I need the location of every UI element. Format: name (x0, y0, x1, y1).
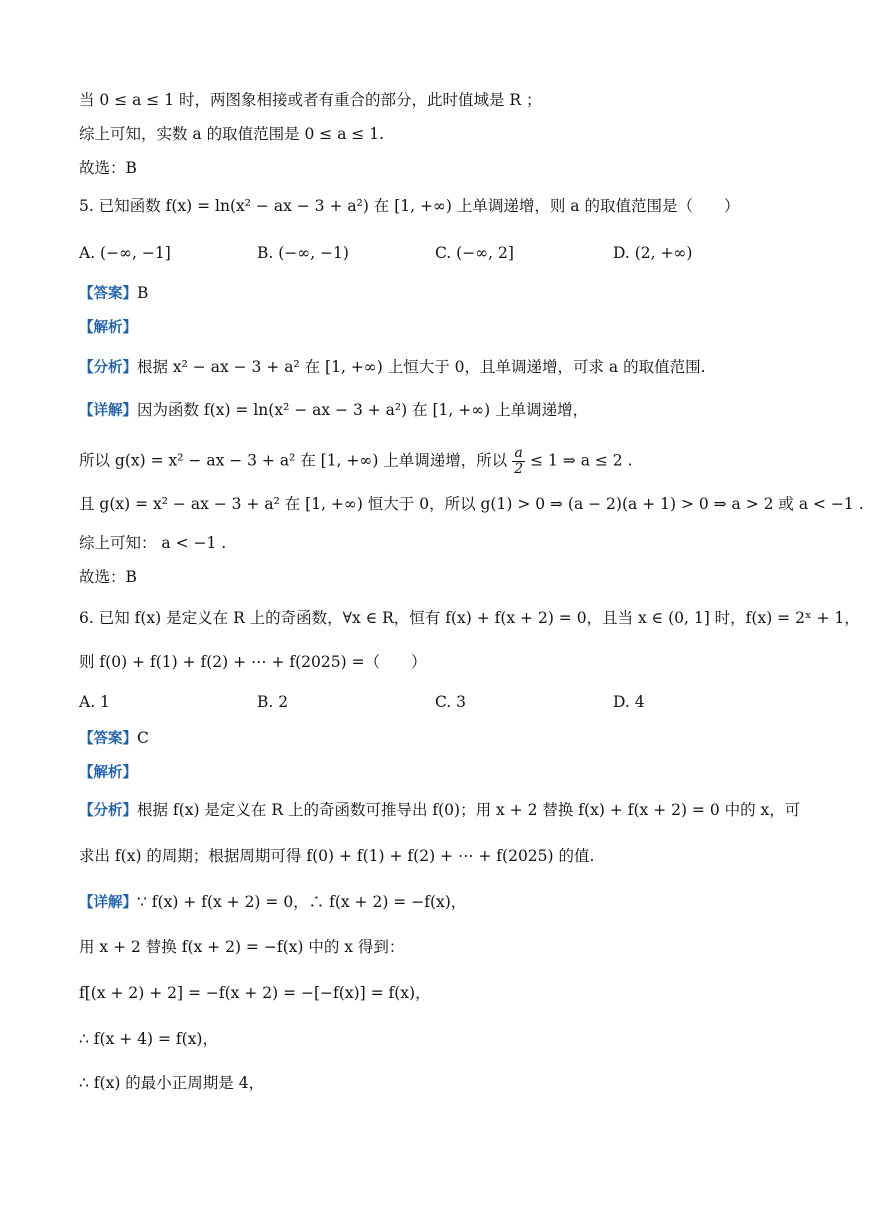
answer-line (79, 283, 148, 304)
analysis-line-cont: 求出 f(x) 的周期；根据周期可得 f(0) + f(1) + f(2) + ⋯ + f(2025) 的值. (79, 847, 595, 865)
xiangjie-text: 因为函数 f(x) = ln(x² − ax − 3 + a²) 在 [1, +∞) 上单调递增， (137, 401, 589, 419)
fenxi-text: 根据 x² − ax − 3 + a² 在 [1, +∞) 上恒大于 0，且单调递增，可求 a 的取值范围. (137, 358, 706, 376)
xiangjie-text: ∵ f(x) + f(x + 2) = 0，∴ f(x + 2) = −f(x)， (137, 893, 467, 911)
answer-tag: 【答案】 (79, 286, 137, 302)
analysis-heading (79, 317, 137, 338)
analysis-heading (79, 762, 137, 783)
xiangjie-tag: 【详解】 (79, 403, 137, 419)
step-text: ≤ 1 ⇒ a ≤ 2 . (530, 451, 633, 470)
option-c: C. 3 (435, 693, 467, 711)
option-d: D. (2, +∞) (613, 244, 693, 262)
analysis-tag: 【解析】 (79, 320, 137, 336)
analysis-tag: 【解析】 (79, 765, 137, 781)
detail-line (79, 892, 466, 913)
detail-step: ∴ f(x + 4) = f(x)， (79, 1030, 218, 1048)
fraction (512, 446, 525, 477)
detail-step: f[(x + 2) + 2] = −f(x + 2) = −[−f(x)] = f(x)， (79, 984, 431, 1002)
text-line: 综上可知，实数 a 的取值范围是 0 ≤ a ≤ 1. (79, 125, 385, 143)
fraction-denominator: 2 (514, 461, 524, 477)
answer-tag: 【答案】 (79, 731, 137, 747)
detail-step: ∴ f(x) 的最小正周期是 4， (79, 1074, 265, 1092)
option-a: A. (−∞, −1] (79, 244, 171, 262)
fenxi-text: 根据 f(x) 是定义在 R 上的奇函数可推导出 f(0)；用 x + 2 替换 f(x) + f(x + 2) = 0 中的 x，可 (137, 801, 801, 819)
option-b: B. (−∞, −1) (257, 244, 349, 262)
detail-step: 故选：B (79, 568, 137, 586)
option-d: D. 4 (613, 693, 645, 711)
option-a: A. 1 (79, 693, 110, 711)
text-line: 当 0 ≤ a ≤ 1 时，两图象相接或者有重合的部分，此时值域是 R ； (79, 91, 542, 109)
question-5: 5. 已知函数 f(x) = ln(x² − ax − 3 + a²) 在 [1, +∞) 上单调递增，则 a 的取值范围是（ ） (79, 197, 740, 215)
detail-step: 综上可知： a < −1 . (79, 534, 227, 552)
xiangjie-tag: 【详解】 (79, 895, 137, 911)
text-line: 故选：B (79, 159, 137, 177)
fenxi-tag: 【分析】 (79, 360, 137, 376)
detail-step: 用 x + 2 替换 f(x + 2) = −f(x) 中的 x 得到： (79, 938, 405, 956)
step-text: 所以 g(x) = x² − ax − 3 + a² 在 [1, +∞) 上单调递增，所以 (79, 451, 508, 470)
answer-value: C (137, 729, 149, 747)
answer-line (79, 728, 149, 749)
detail-step: 且 g(x) = x² − ax − 3 + a² 在 [1, +∞) 恒大于 0，所以 g(1) > 0 ⇒ (a − 2)(a + 1) > 0 ⇒ a > 2 或 a < −1 . (79, 495, 864, 513)
question-6-cont: 则 f(0) + f(1) + f(2) + ⋯ + f(2025) =（ ） (79, 653, 427, 671)
detail-line (79, 400, 588, 421)
answer-value: B (137, 284, 149, 302)
analysis-line (79, 357, 706, 378)
option-c: C. (−∞, 2] (435, 244, 514, 262)
fraction-numerator: a (512, 446, 525, 462)
question-6: 6. 已知 f(x) 是定义在 R 上的奇函数，∀x ∈ R，恒有 f(x) + f(x + 2) = 0，且当 x ∈ (0, 1] 时，f(x) = 2ˣ + 1， (79, 609, 860, 627)
option-b: B. 2 (257, 693, 289, 711)
fenxi-tag: 【分析】 (79, 803, 137, 819)
analysis-line (79, 800, 800, 821)
detail-step (79, 446, 633, 477)
